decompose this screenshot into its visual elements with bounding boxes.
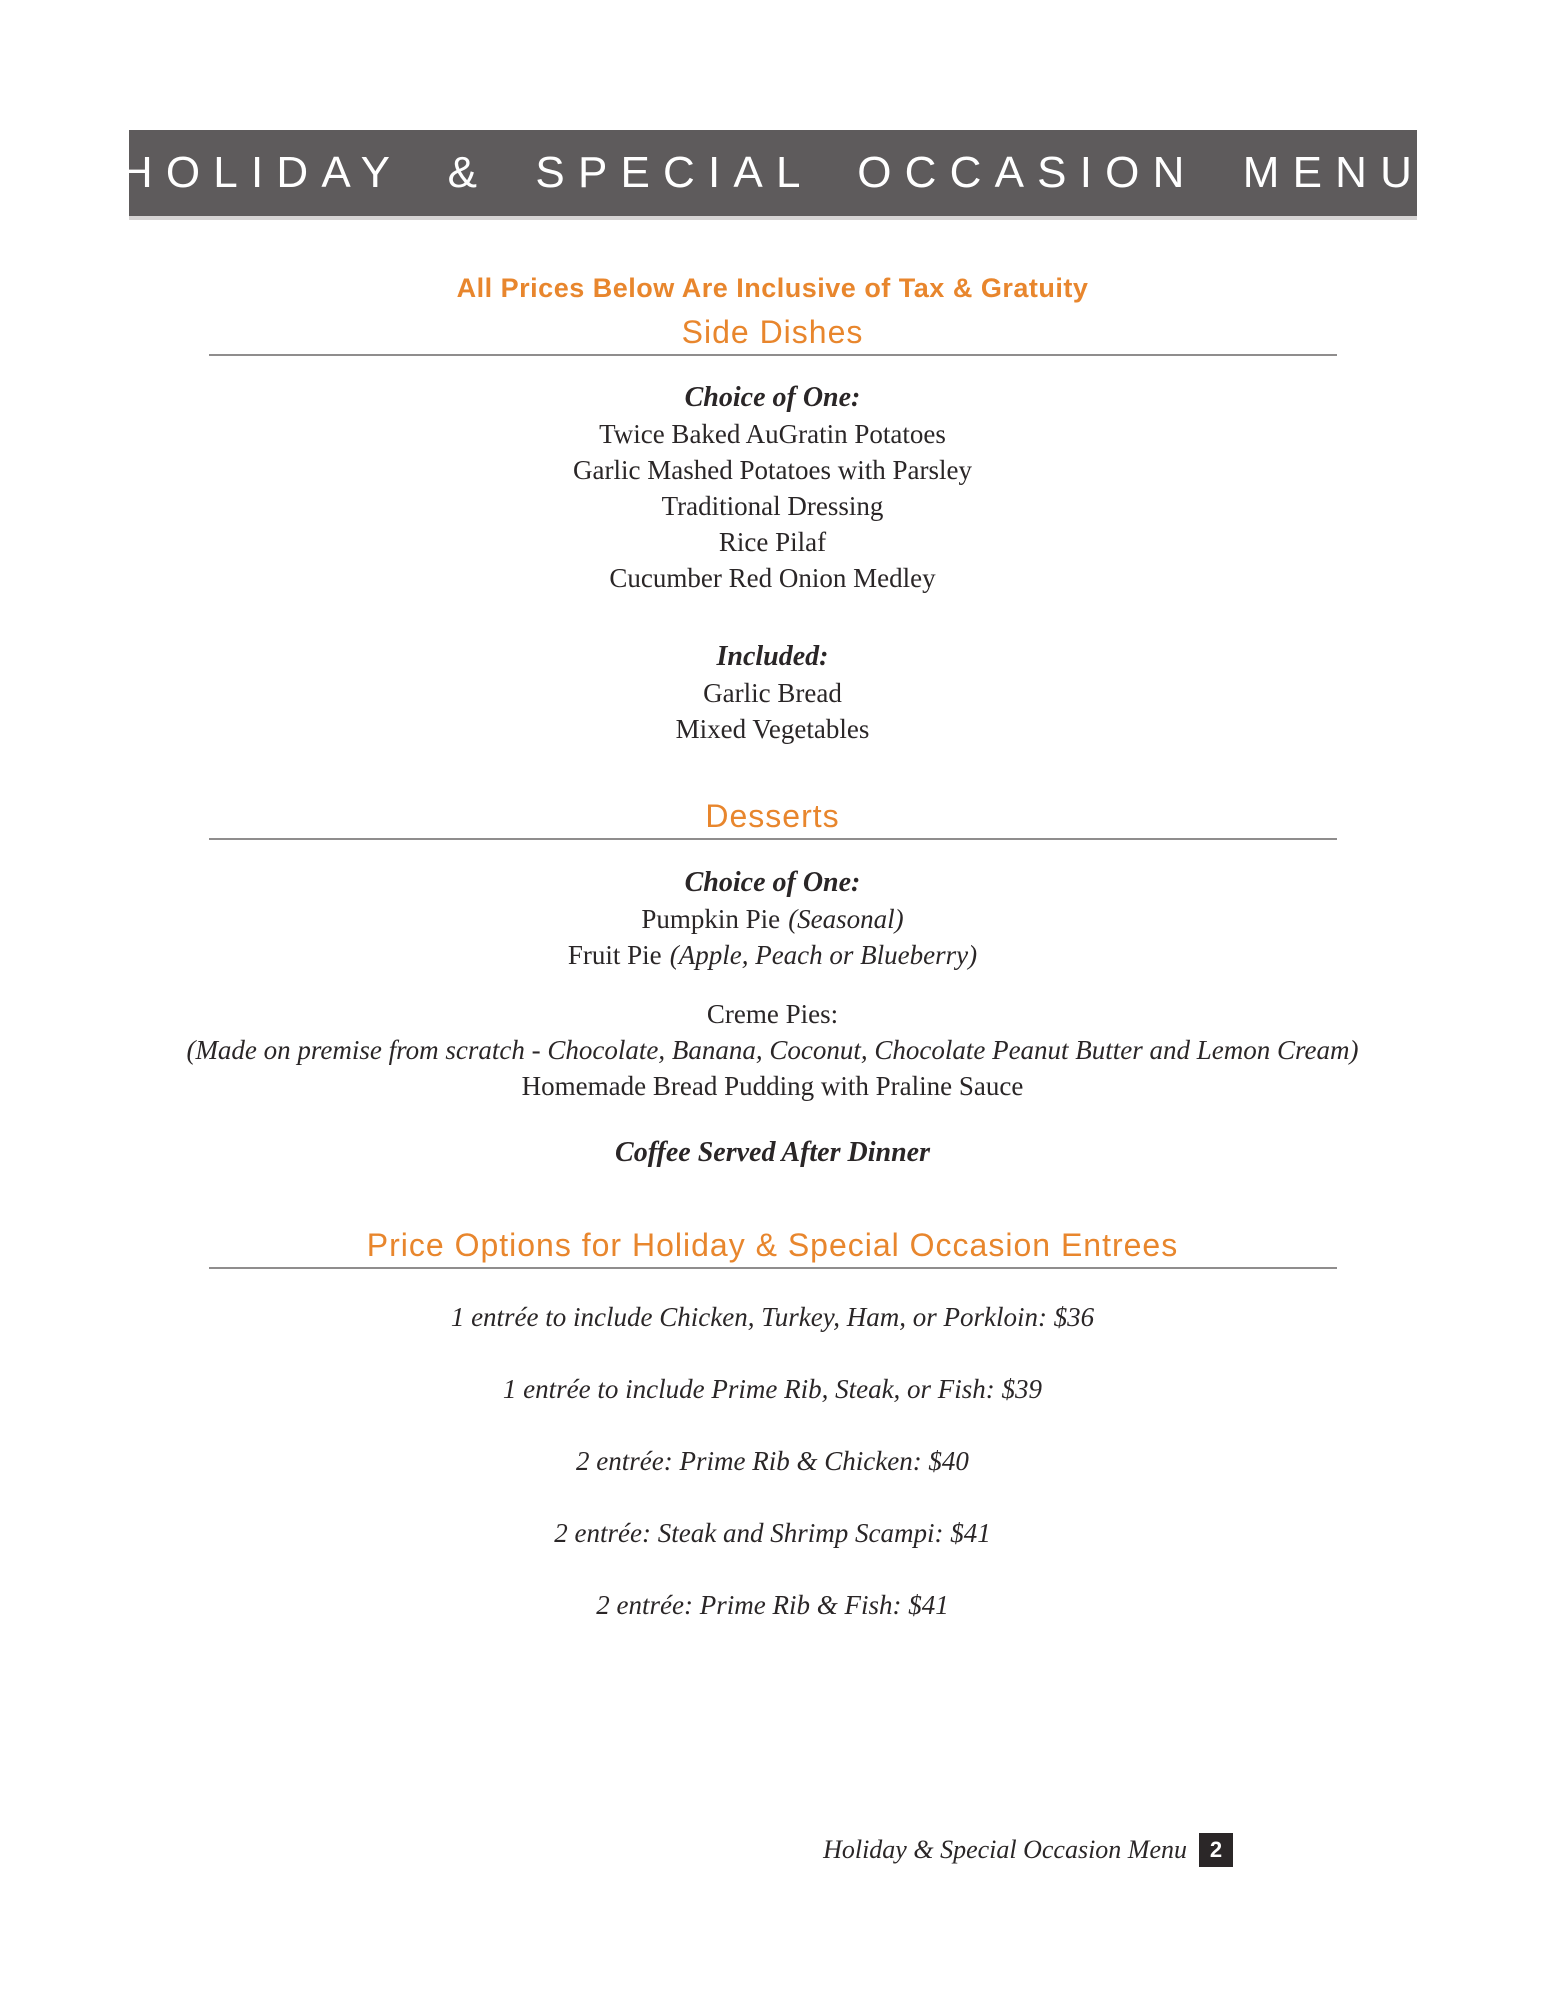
price-option: 1 entrée to include Prime Rib, Steak, or Fish: $39 (502, 1374, 1043, 1404)
menu-item: Cucumber Red Onion Medley (609, 563, 936, 593)
section-side-dishes (0, 312, 1545, 747)
tagline: All Prices Below Are Inclusive of Tax & Gratuity (456, 273, 1089, 303)
menu-item (0, 937, 1545, 973)
menu-item: Twice Baked AuGratin Potatoes (599, 419, 946, 449)
footer-title: Holiday & Special Occasion Menu (823, 1835, 1187, 1864)
coffee-note: Coffee Served After Dinner (615, 1137, 930, 1168)
section-divider (209, 1267, 1337, 1269)
section-price-options (0, 1225, 1545, 1623)
price-option: 1 entrée to include Chicken, Turkey, Ham, or Porkloin: $36 (450, 1302, 1095, 1332)
menu-item: Garlic Bread (703, 678, 842, 708)
menu-item: Mixed Vegetables (675, 714, 870, 744)
creme-pies-label: Creme Pies: (706, 999, 839, 1029)
menu-item: Homemade Bread Pudding with Praline Sauce (521, 1071, 1024, 1101)
choice-of-one-label: Choice of One: (684, 382, 861, 413)
price-option: 2 entrée: Prime Rib & Chicken: $40 (576, 1446, 969, 1476)
choice-of-one-label: Choice of One: (684, 867, 861, 898)
dessert-note: (Apple, Peach or Blueberry) (669, 940, 978, 970)
dessert-name: Pumpkin Pie (641, 904, 781, 934)
included-items (0, 675, 1545, 747)
side-dish-choices (0, 416, 1545, 596)
page-footer (0, 1833, 1233, 1867)
price-option: 2 entrée: Steak and Shrimp Scampi: $41 (554, 1518, 991, 1548)
price-option: 2 entrée: Prime Rib & Fish: $41 (596, 1590, 949, 1620)
price-options-heading: Price Options for Holiday & Special Occasion Entrees (366, 1227, 1179, 1263)
page-title: HOLIDAY & SPECIAL OCCASION MENU (120, 148, 1426, 197)
desserts-heading: Desserts (705, 798, 840, 834)
section-desserts (0, 796, 1545, 1171)
included-label: Included: (716, 641, 829, 672)
section-divider (209, 838, 1337, 840)
menu-item: Rice Pilaf (718, 527, 827, 557)
creme-pies-note: (Made on premise from scratch - Chocolate, Banana, Coconut, Chocolate Peanut Butter and Lemon Cream) (186, 1035, 1359, 1065)
dessert-note: (Seasonal) (788, 904, 904, 934)
page-number-badge: 2 (1199, 1833, 1233, 1867)
menu-item (0, 901, 1545, 937)
dessert-name: Fruit Pie (567, 940, 662, 970)
menu-item: Traditional Dressing (661, 491, 884, 521)
side-dishes-heading: Side Dishes (681, 314, 864, 350)
section-divider (209, 354, 1337, 356)
menu-item: Garlic Mashed Potatoes with Parsley (573, 455, 972, 485)
